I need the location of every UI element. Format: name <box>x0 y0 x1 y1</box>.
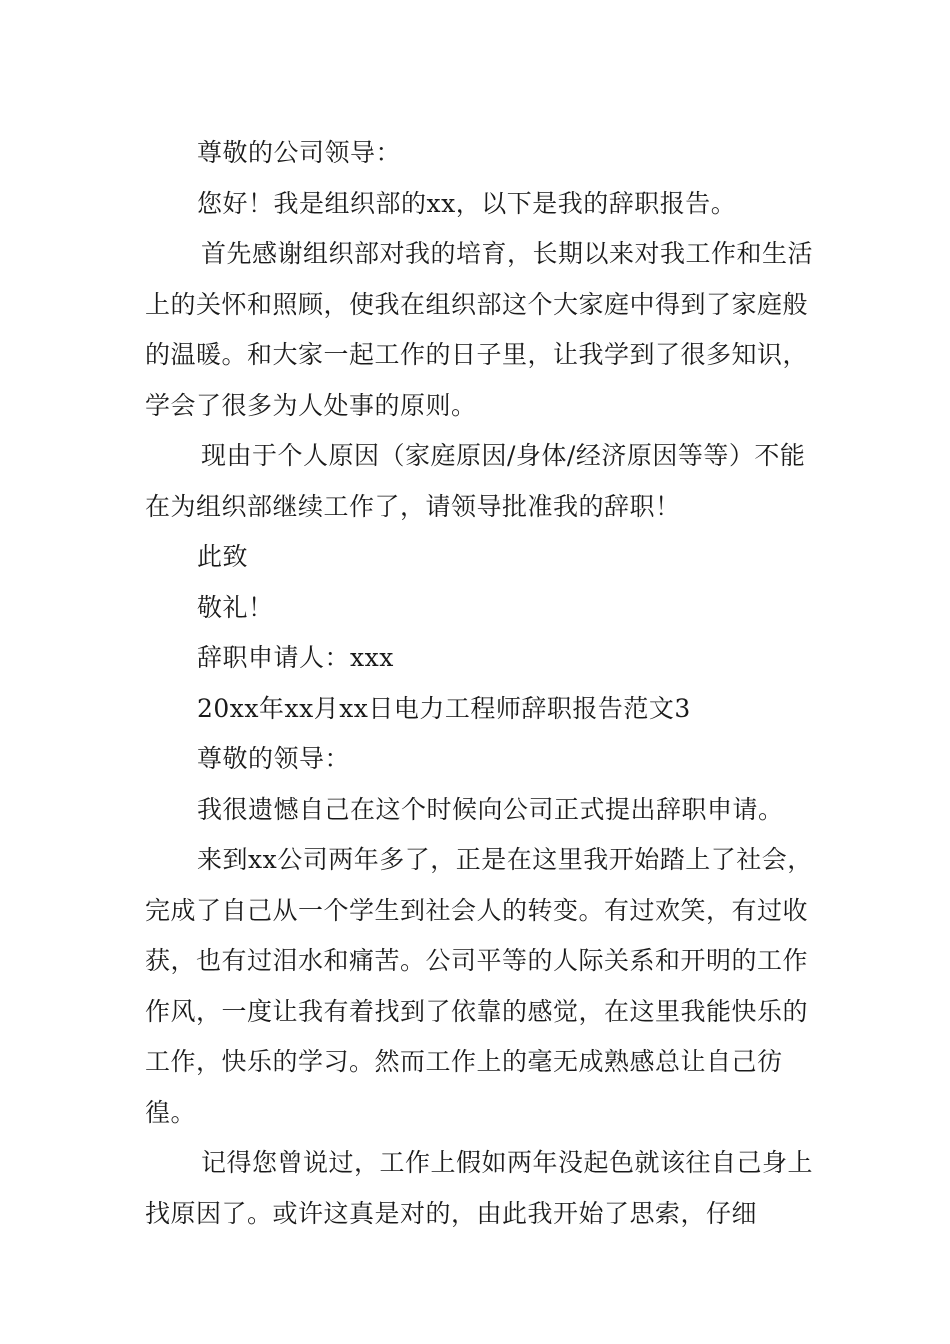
body-paragraph: 我很遗憾自己在这个时候向公司正式提出辞职申请。 <box>197 794 784 824</box>
signature-line: 辞职申请人：xxx <box>197 643 394 672</box>
document-body <box>145 128 815 1239</box>
date-heading-line: 20xx年xx月xx日电力工程师辞职报告范文3 <box>197 693 691 723</box>
salutation: 尊敬的公司领导： <box>197 138 402 167</box>
body-paragraph: 现由于个人原因（家庭原因/身体/经济原因等等）不能在为组织部继续工作了，请领导批准我的辞职！ <box>145 441 806 521</box>
closing-line: 此致 <box>197 542 249 571</box>
body-paragraph: 首先感谢组织部对我的培育，长期以来对我工作和生活上的关怀和照顾，使我在组织部这个大家庭中得到了家庭般的温暖。和大家一起工作的日子里，让我学到了很多知识，学会了很多为人处事的原则。 <box>145 239 814 420</box>
body-paragraph: 记得您曾说过，工作上假如两年没起色就该往自己身上找原因了。或许这真是对的，由此我开始了思索，仔细 <box>145 1148 814 1228</box>
salutation: 尊敬的领导： <box>197 744 351 773</box>
closing-line: 敬礼！ <box>197 592 274 622</box>
greeting-paragraph: 您好！我是组织部的xx，以下是我的辞职报告。 <box>197 188 737 218</box>
body-paragraph: 来到xx公司两年多了，正是在这里我开始踏上了社会，完成了自己从一个学生到社会人的转变。有过欢笑，有过收获，也有过泪水和痛苦。公司平等的人际关系和开明的工作作风，一度让我有着找到了依靠的感觉，在这里我能快乐的工作，快乐的学习。然而工作上的毫无成熟感总让自己彷徨。 <box>145 845 813 1127</box>
